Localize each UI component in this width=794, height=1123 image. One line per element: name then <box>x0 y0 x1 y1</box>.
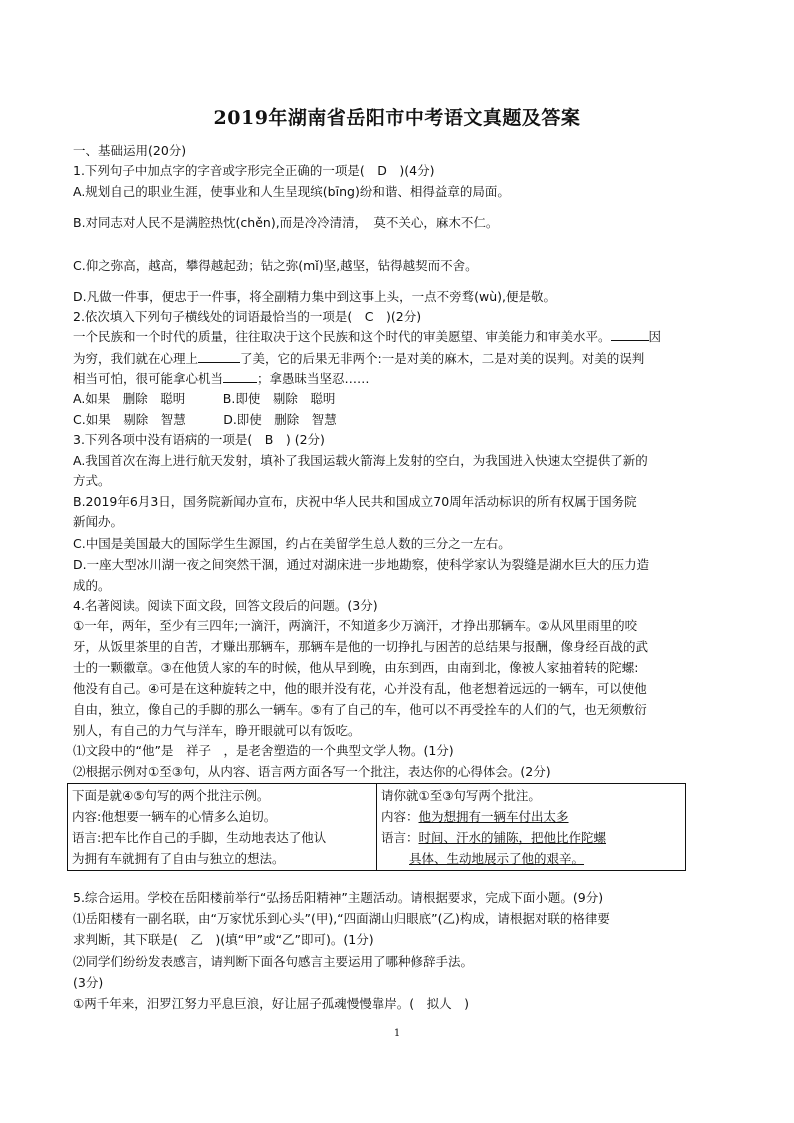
language-answer-cont: 具体、生动地展示了他的艰辛。 <box>409 851 585 866</box>
q3-option-d-cont: 成的。 <box>73 578 111 593</box>
document-title: 2019年湖南省岳阳市中考语文真题及答案 <box>213 107 581 129</box>
q3-option-b: B.2019年6月3日，国务院新闻办宣布，庆祝中华人民共和国成立70周年活动标识的所有权属于国务院 <box>73 494 637 509</box>
q4-passage-line: ①一年，两年，至少有三四年;一滴汗，两滴汗，不知道多少万滴汗，才挣出那辆车。②从风里雨里的咬 <box>73 618 638 633</box>
q2-passage-text: 了美，它的后果无非两个:一是对美的麻木，二是对美的误判。对美的误判 <box>240 351 645 366</box>
q2-passage-text: 一个民族和一个时代的质量，往往取决于这个民族和这个时代的审美愿望、审美能力和审美水平。 <box>73 329 611 344</box>
fill-blank <box>611 328 649 341</box>
answer-language-cont <box>381 848 681 869</box>
example-line: 内容:他想要一辆车的心情多么迫切。 <box>72 809 277 824</box>
q2-passage-text: 为穷，我们就在心理上 <box>73 351 199 366</box>
answer-content <box>381 806 681 827</box>
q5-sub-2-score: (3分) <box>73 975 104 990</box>
option-c: C.仰之弥高，越高，攀得越起劲；钻之弥(mǐ)坚,越坚，钻得越契而不舍。 <box>73 258 478 273</box>
q5-sub-1: ⑴岳阳楼有一副名联，由“万家忧乐到心头”(甲),“四面湖山归眼底”(乙)构成，请根据对联的格律要 <box>73 911 610 926</box>
option-a: A.规划自己的职业生涯，使事业和人生呈现缤(bīng)纷和谐、相得益章的局面。 <box>73 184 510 199</box>
option-d: D.凡做一件事，便忠于一件事，将全副精力集中到这事上头，一点不旁骛(wù),便是敬。 <box>73 289 556 304</box>
example-line: 语言:把车比作自己的手脚，生动地表达了他认 <box>72 830 327 845</box>
q2-passage-text: 相当可怕，很可能拿心机当 <box>73 371 224 386</box>
section-heading: 一、基础运用(20分) <box>73 143 187 158</box>
q3-option-d: D.一座大型冰川湖一夜之间突然干涸，通过对湖床进一步地勘察，使科学家认为裂缝是湖水巨大的压力造 <box>73 557 650 572</box>
option-b: B.对同志对人民不是满腔热忱(chěn),而是冷冷清清， 莫不关心，麻木不仁。 <box>73 215 499 230</box>
answer-heading: 请你就①至③句写两个批注。 <box>381 788 541 803</box>
example-line: 为拥有车就拥有了自由与独立的想法。 <box>72 851 285 866</box>
page-number: 1 <box>393 1028 401 1039</box>
q4-passage-line: 自由，独立，像自己的手脚的那么一辆车。⑤有了自己的车，他可以不再受拴车的人们的气，也无须敷衍 <box>73 702 647 717</box>
question-5: 5.综合运用。学校在岳阳楼前举行“弘扬岳阳精神”主题活动。请根据要求，完成下面小题。(9分) <box>73 890 604 905</box>
q2-passage-line <box>73 328 661 346</box>
q5-sub-2: ⑵同学们纷纷发表感言，请判断下面各句感言主要运用了哪种修辞手法。 <box>73 954 474 969</box>
q3-option-a-cont: 方式。 <box>73 473 111 488</box>
q4-passage-line: 他没有自己。④可是在这种旋转之中，他的眼并没有花，心并没有乱，他老想着远远的一辆车，可以使他 <box>73 681 647 696</box>
q5-sub-1-cont: 求判断，其下联是( 乙 )(填“甲”或“乙”即可)。(1分) <box>73 932 374 947</box>
annotation-table <box>67 783 686 871</box>
q2-passage-text: ；拿愚昧当坚忍…… <box>257 371 370 386</box>
answer-language <box>381 827 681 848</box>
language-answer: 时间、汗水的铺陈，把他比作陀螺 <box>418 830 607 845</box>
q3-option-a: A.我国首次在海上进行航天发射，填补了我国运载火箭海上发射的空白，为我国进入快速太空提供了新的 <box>73 453 648 468</box>
q4-passage-line: 牙，从饭里茶里的自苦，才赚出那辆车，那辆车是他的一切挣扎与困苦的总结果与报酬，像身经百战的武 <box>73 639 649 654</box>
q2-passage-line <box>73 350 644 368</box>
example-cell <box>68 784 377 871</box>
q4-sub-1: ⑴文段中的“他”是 祥子 ，是老舍塑造的一个典型文学人物。(1分) <box>73 743 454 758</box>
q4-passage-line: 别人，有自己的力气与洋车，睁开眼就可以有饭吃。 <box>73 723 361 738</box>
q3-option-b-cont: 新闻办。 <box>73 514 124 529</box>
q4-sub-2: ⑵根据示例对①至③句，从内容、语言两方面各写一个批注，表达你的心得体会。(2分) <box>73 764 551 779</box>
question-2: 2.依次填入下列句子横线处的词语最恰当的一项是( C )(2分) <box>73 309 422 324</box>
example-line: 下面是就④⑤句写的两个批注示例。 <box>72 788 270 803</box>
q5-sentence-1: ①两千年来，汨罗江努力平息巨浪，好让屈子孤魂慢慢靠岸。( 拟人 ) <box>73 996 469 1011</box>
q2-passage-line <box>73 370 370 388</box>
answer-cell <box>377 784 686 871</box>
content-answer: 他为想拥有一辆车付出太多 <box>418 809 569 824</box>
question-3: 3.下列各项中没有语病的一项是( B ) (2分) <box>73 432 325 447</box>
fill-blank <box>223 370 257 383</box>
language-label: 语言： <box>381 830 419 845</box>
q2-options-ab: A.如果 删除 聪明 B.即使 剔除 聪明 <box>73 391 336 406</box>
q2-options-cd: C.如果 剔除 智慧 D.即使 删除 智慧 <box>73 412 337 427</box>
q3-option-c: C.中国是美国最大的国际学生生源国，约占在美留学生总人数的三分之一左右。 <box>73 536 511 551</box>
fill-blank <box>198 350 240 363</box>
content-label: 内容： <box>381 809 419 824</box>
question-4: 4.名著阅读。阅读下面文段，回答文段后的问题。(3分) <box>73 598 378 613</box>
question-1: 1.下列句子中加点字的字音或字形完全正确的一项是( D )(4分) <box>73 163 435 178</box>
q2-yin-char: 因 <box>648 329 662 344</box>
q4-passage-line: 士的一颗徽章。③在他赁人家的车的时候，他从早到晚，由东到西，由南到北，像被人家抽着转的陀螺: <box>73 660 639 675</box>
